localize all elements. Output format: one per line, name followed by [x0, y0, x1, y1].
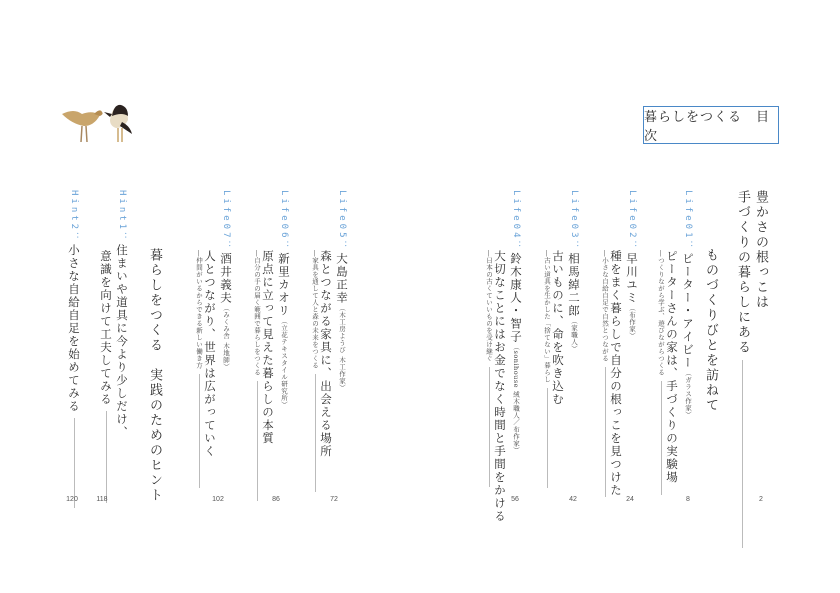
toc-entry-hint2[interactable]: [66, 190, 82, 508]
leader-line: [257, 381, 258, 501]
leader-line: [74, 418, 75, 508]
page-number: 42: [569, 496, 577, 503]
bird-figurine-icon: [58, 100, 138, 150]
toc-entry-hint1[interactable]: [114, 190, 130, 439]
entry-name: 新里カオリ: [277, 252, 291, 318]
life-label: Life03：: [569, 190, 579, 253]
leader-line: [742, 360, 743, 548]
life-label: Life01：: [683, 190, 693, 253]
entry-subtitle: ―つくりながら学ぶ、遊びながらつくる: [657, 250, 665, 376]
entry-role: （立花テキスタイル研究所）: [280, 317, 288, 409]
leader-line: [106, 411, 107, 503]
entry-title: 大切なことにはお金でなく時間と手間をかける: [493, 250, 507, 523]
intro-line2: 手づくりの暮らしにある: [735, 190, 750, 355]
entry-title: 人とつながり、世界は広がっていく: [203, 250, 217, 458]
entry-name: 大島正幸: [335, 252, 349, 305]
entry-role: （木工房ようび 木工作家）: [338, 304, 346, 392]
entry-role: （布作家）: [628, 304, 636, 340]
toc-entry-life05[interactable]: [334, 190, 350, 391]
page-number: 2: [759, 496, 763, 503]
entry-role: （ガラス作家）: [684, 369, 692, 419]
entry-subtitle: ―自分の手の届く範囲で暮らしをつくる: [253, 250, 261, 376]
toc-entry-life03-sub: [539, 250, 555, 488]
hint-label: Hint1：: [117, 190, 127, 245]
leader-line: [605, 367, 606, 497]
toc-title: 暮らしをつくる 目次: [643, 106, 779, 144]
page-number: 72: [330, 496, 338, 503]
life-label: Life04：: [511, 190, 521, 253]
toc-entry-life03[interactable]: [566, 190, 582, 353]
toc-entry-life02-sub: [597, 250, 613, 497]
life-label: Life05：: [337, 190, 347, 253]
life-label: Life02：: [627, 190, 637, 253]
entry-title: 種をまく暮らしで自分の根っこを見つけた: [609, 250, 623, 497]
entry-subtitle: ―家具を通して人と森の未来をつくる: [311, 250, 319, 369]
entry-name: 相馬綽二郎: [567, 252, 581, 318]
entry-role: （みくみ舎 木地師）: [222, 304, 230, 371]
entry-name: 酒井義夫: [219, 252, 233, 305]
entry-title: 小さな自給自足を始めてみる: [67, 244, 81, 414]
page-number: 8: [686, 496, 690, 503]
toc-entry-life06-sub: [249, 250, 265, 501]
page-number: 56: [511, 496, 519, 503]
toc-entry-life05-sub: [307, 250, 323, 492]
section-heading: [702, 248, 718, 413]
leader-line: [547, 388, 548, 488]
toc-entry-life06[interactable]: [276, 190, 292, 409]
page-number: 118: [96, 496, 108, 503]
toc-entry-life02[interactable]: [624, 190, 640, 340]
intro-entry[interactable]: [752, 190, 768, 310]
life-label: Life07：: [221, 190, 231, 253]
page-number: 102: [212, 496, 224, 503]
entry-subtitle: ―小さな自給自足で自然とつながる: [601, 250, 609, 362]
leader-line: [489, 367, 490, 487]
leader-line: [315, 374, 316, 492]
leader-line: [661, 381, 662, 495]
toc-entry-life01-sub: [653, 250, 669, 495]
entry-title: 森とつながる家具に、出会える場所: [319, 250, 333, 458]
page-number: 24: [626, 496, 634, 503]
toc-entry-hint1-line2[interactable]: [98, 250, 114, 503]
entry-title-cont: 意識を向けて工夫してみる: [99, 250, 113, 406]
page-number: 120: [66, 496, 78, 503]
entry-title: ピーターさんの家は、手づくりの実験場: [665, 250, 679, 484]
leader-line: [199, 374, 200, 488]
hint-label: Hint2：: [69, 190, 79, 245]
life-label: Life06：: [279, 190, 289, 253]
entry-name: 鈴木康人・智子: [509, 252, 523, 344]
toc-entry-life07-sub: [191, 250, 207, 488]
entry-role: （家職人）: [570, 317, 578, 353]
toc-entry-life07[interactable]: [218, 190, 234, 370]
toc-entry-life04-sub: [481, 250, 497, 487]
entry-name: 早川ユミ: [625, 252, 639, 305]
section-title: 暮らしをつくる 実践のためのヒント: [147, 248, 162, 503]
toc-entry-life04[interactable]: [508, 190, 524, 454]
entry-role: （sonihouse 絨木職人／布作家）: [512, 343, 520, 454]
entry-title: 古いものに、命を吹き込む: [551, 250, 565, 406]
intro-line1: 豊かさの根っこは: [753, 190, 768, 310]
section-title: ものづくりびとを訪ねて: [703, 248, 718, 413]
entry-subtitle: ―日本の古くていいものを受け継ぐ: [485, 250, 493, 362]
entry-title: 原点に立って見えた暮らしの本質: [261, 250, 275, 445]
section-heading: [146, 248, 162, 503]
entry-name: ピーター・アイビー: [681, 252, 695, 370]
entry-title: 住まいや道具に今より少しだけ、: [115, 244, 129, 440]
toc-entry-life01[interactable]: [680, 190, 696, 419]
entry-subtitle: ―仲間がいるからできる新しい働き方: [195, 250, 203, 369]
intro-entry-2[interactable]: [734, 190, 750, 548]
entry-subtitle: ―古い道具を生かした「捨てない」暮らし: [543, 250, 551, 383]
page-number: 86: [272, 496, 280, 503]
